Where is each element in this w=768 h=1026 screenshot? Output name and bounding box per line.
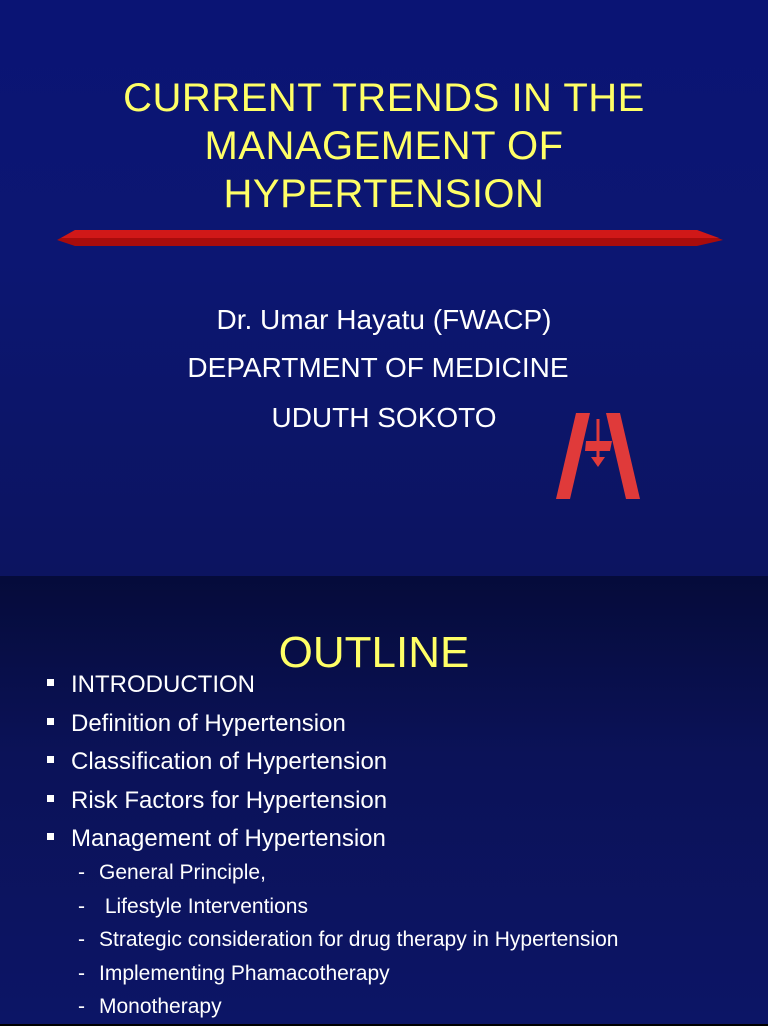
square-bullet-icon — [47, 718, 54, 725]
sub-bullet-text: Strategic consideration for drug therapy in Hypertension — [99, 928, 619, 951]
list-item — [44, 668, 387, 707]
sub-bullet-text: Monotherapy — [99, 995, 222, 1018]
slide-title-line-3: HYPERTENSION — [223, 172, 545, 216]
dash-marker: - — [78, 961, 85, 985]
slide-title — [40, 74, 728, 218]
list-item — [44, 745, 387, 784]
dash-marker: - — [78, 995, 85, 1018]
institution-name: UDUTH SOKOTO — [271, 402, 497, 433]
square-bullet-icon — [47, 795, 54, 802]
sub-list-item — [78, 925, 618, 959]
uduth-logo-icon — [556, 413, 640, 499]
slide-title-line-2: MANAGEMENT OF — [204, 124, 564, 168]
square-bullet-icon — [47, 679, 54, 686]
bullet-text: Management of Hypertension — [71, 825, 386, 852]
dash-marker: - — [78, 928, 85, 951]
bullet-text: Risk Factors for Hypertension — [71, 786, 388, 814]
outline-heading: OUTLINE — [278, 628, 470, 677]
slide-title-line-1: CURRENT TRENDS IN THE — [123, 76, 645, 120]
sub-list-item — [78, 858, 618, 892]
bullet-text: Classification of Hypertension — [71, 748, 388, 775]
bullet-text: Definition of Hypertension — [71, 709, 346, 737]
list-item — [44, 822, 387, 861]
sub-bullet-text: Implementing Phamacotherapy — [99, 961, 390, 985]
department-name: DEPARTMENT OF MEDICINE — [187, 352, 569, 383]
title-underline-bar — [57, 230, 723, 246]
sub-list-item — [78, 992, 618, 1026]
sub-bullet-text: Lifestyle Interventions — [99, 894, 308, 918]
dash-marker: - — [78, 894, 85, 918]
square-bullet-icon — [47, 756, 54, 763]
author-name: Dr. Umar Hayatu (FWACP) — [216, 304, 552, 335]
outline-bullet-list — [44, 668, 387, 861]
outline-sub-list — [78, 858, 618, 1026]
square-bullet-icon — [47, 833, 54, 840]
sub-list-item — [78, 892, 618, 926]
list-item — [44, 784, 387, 823]
sub-bullet-text: General Principle, — [99, 861, 266, 884]
sub-list-item — [78, 959, 618, 993]
dash-marker: - — [78, 861, 85, 884]
bullet-text: INTRODUCTION — [71, 671, 255, 698]
list-item — [44, 707, 387, 746]
